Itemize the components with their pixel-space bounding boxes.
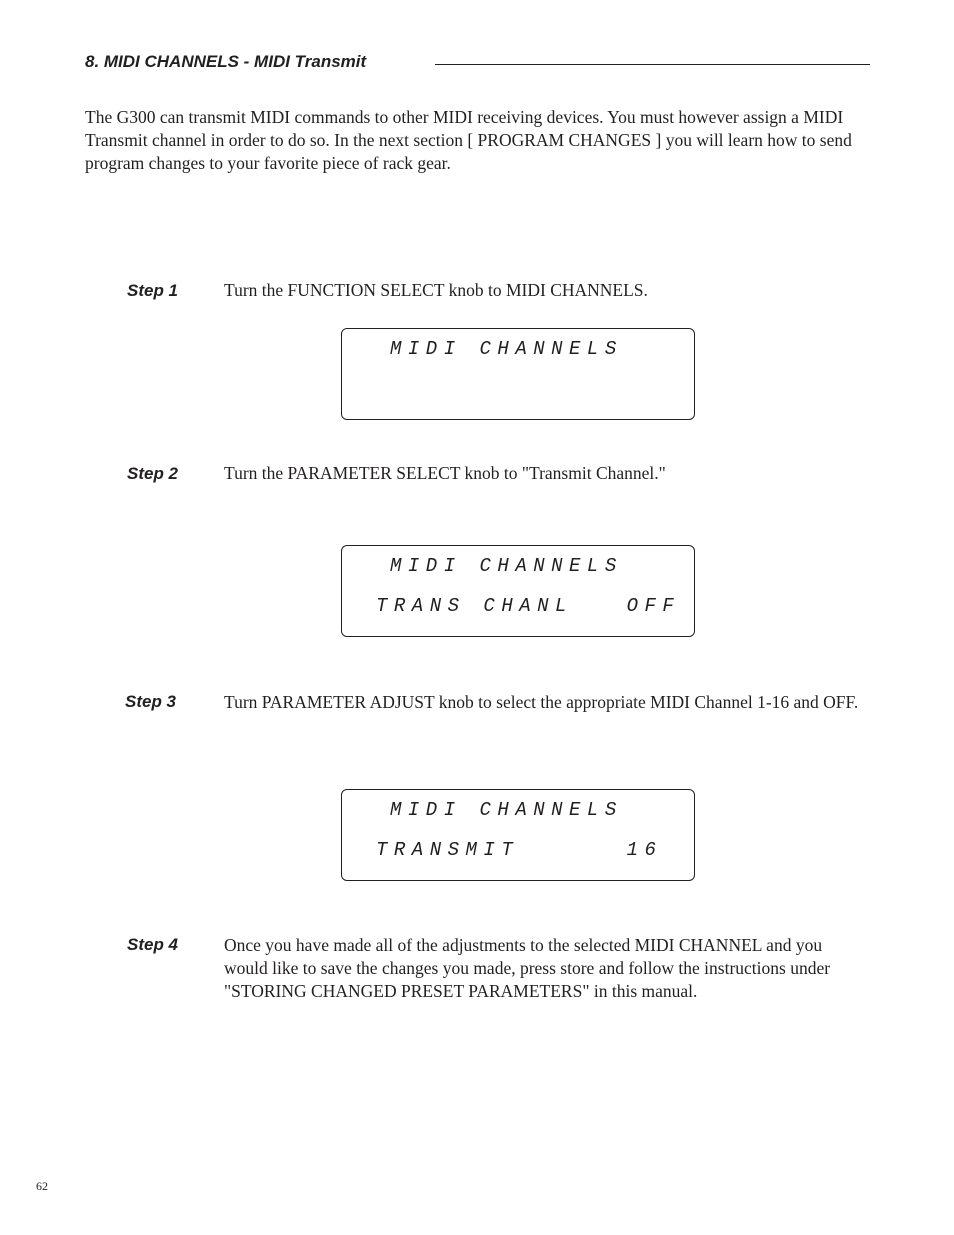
lcd-line-2: TRANS CHANL OFF — [376, 595, 681, 617]
step-4-label: Step 4 — [127, 935, 179, 954]
lcd-display-step-1 — [341, 328, 695, 420]
step-1-text: Turn the FUNCTION SELECT knob to MIDI CHANNELS. — [224, 280, 648, 300]
lcd-display-step-3 — [341, 789, 695, 881]
section-heading: 8. MIDI CHANNELS - MIDI Transmit — [85, 52, 367, 71]
step-3-label: Step 3 — [125, 692, 177, 711]
step-1-label: Step 1 — [127, 281, 179, 300]
step-2-text: Turn the PARAMETER SELECT knob to "Transmit Channel." — [224, 463, 666, 483]
lcd-line-1: MIDI CHANNELS — [390, 338, 623, 360]
lcd-display-step-2 — [341, 545, 695, 637]
lcd-line-1: MIDI CHANNELS — [390, 799, 623, 821]
lcd-line-2: TRANSMIT 16 — [376, 839, 663, 861]
heading-rule — [435, 64, 870, 65]
intro-paragraph: The G300 can transmit MIDI commands to other MIDI receiving devices. You must however assign a MIDI Transmit channel in order to do so. In the next section [ PROGRAM CHANGES ] you will learn how to send program changes to your favorite piece of rack gear. — [85, 107, 852, 173]
step-2-label: Step 2 — [127, 464, 179, 483]
step-3-text: Turn PARAMETER ADJUST knob to select the appropriate MIDI Channel 1-16 and OFF. — [224, 692, 859, 712]
page-number: 62 — [36, 1179, 48, 1193]
step-4-text: Once you have made all of the adjustments to the selected MIDI CHANNEL and you would like to save the changes you made, press store and follow the instructions under "STORING CHANGED PRESET PARAMETERS" in this manual. — [224, 935, 831, 1001]
lcd-line-1: MIDI CHANNELS — [390, 555, 623, 577]
